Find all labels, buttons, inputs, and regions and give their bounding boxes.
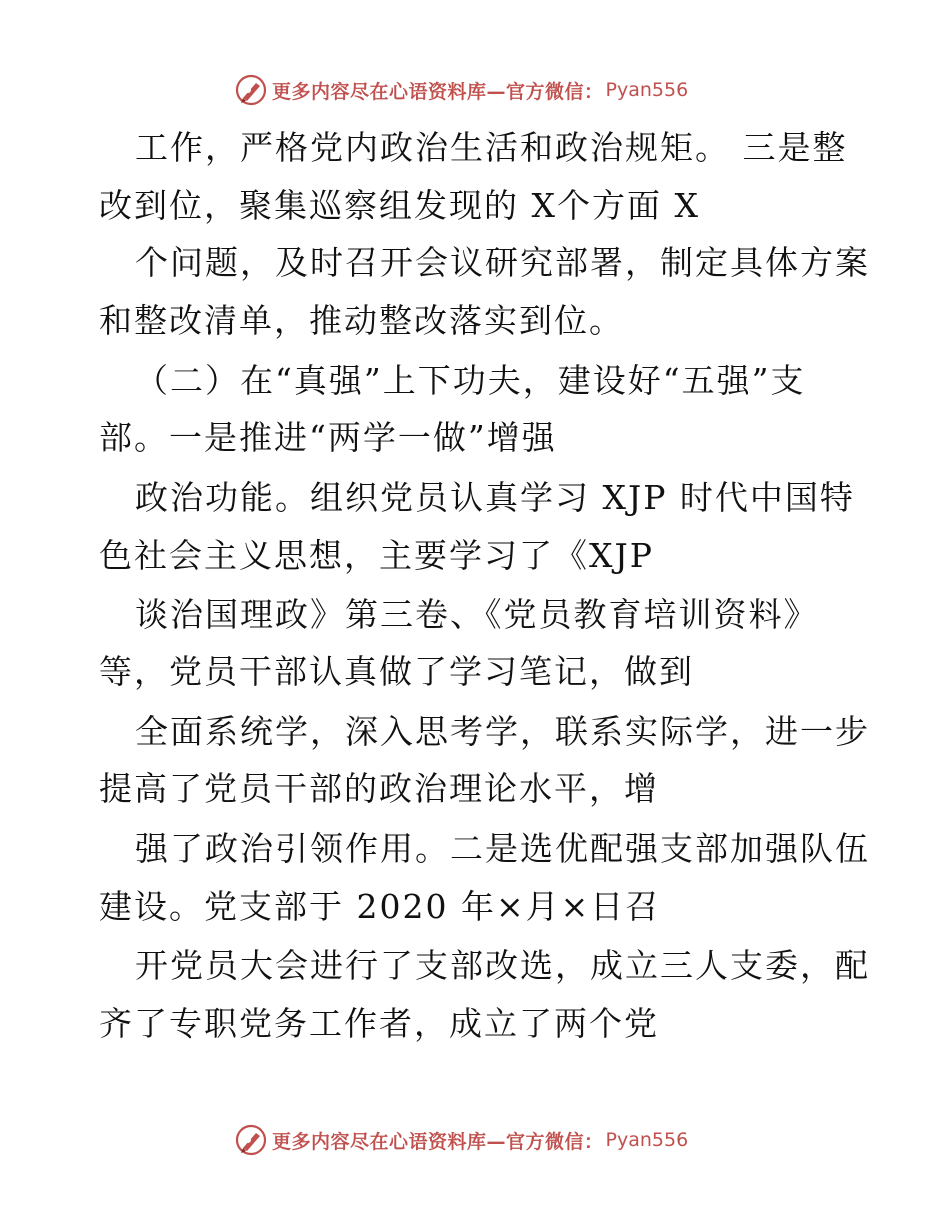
pen-logo-icon [234,1123,268,1157]
body-line: 个问题，及时召开会议研究部署，制定具体方案 [135,243,870,282]
watermark-text: 更多内容尽在心语资料库—官方微信： [272,1130,604,1153]
header-watermark [234,72,688,108]
body-line: 和整改清单，推动整改落实到位。 [99,301,624,340]
pen-logo-icon [234,73,268,107]
body-line: 强了政治引领作用。二是选优配强支部加强队伍 [135,829,870,868]
body-line: 建设。党支部于 2020 年×月×日召 [99,887,661,926]
body-line: 全面系统学，深入思考学，联系实际学，进一步 [135,712,870,751]
watermark-wechat-id: Pyan556 [605,1129,689,1151]
body-line: 政治功能。组织党员认真学习 XJP 时代中国特 [135,478,855,517]
watermark-text: 更多内容尽在心语资料库—官方微信： [272,80,604,103]
watermark-wechat-id: Pyan556 [605,79,689,101]
body-line: 齐了专职党务工作者，成立了两个党 [99,1004,659,1043]
body-line: 改到位，聚集巡察组发现的 X个方面 X [99,186,700,225]
body-line: 部。一是推进“两学一做”增强 [99,418,557,457]
body-line: 色社会主义思想，主要学习了《XJP [99,536,654,575]
body-line: 等，党员干部认真做了学习笔记，做到 [99,652,694,691]
body-line: 工作，严格党内政治生活和政治规矩。 三是整 [135,128,848,167]
body-line: （二）在“真强”上下功夫，建设好“五强”支 [135,361,806,400]
body-line: 提高了党员干部的政治理论水平，增 [99,769,659,808]
footer-watermark [234,1122,688,1158]
body-line: 谈治国理政》第三卷、《党员教育培训资料》 [135,595,819,634]
body-line: 开党员大会进行了支部改选，成立三人支委，配 [135,946,870,985]
